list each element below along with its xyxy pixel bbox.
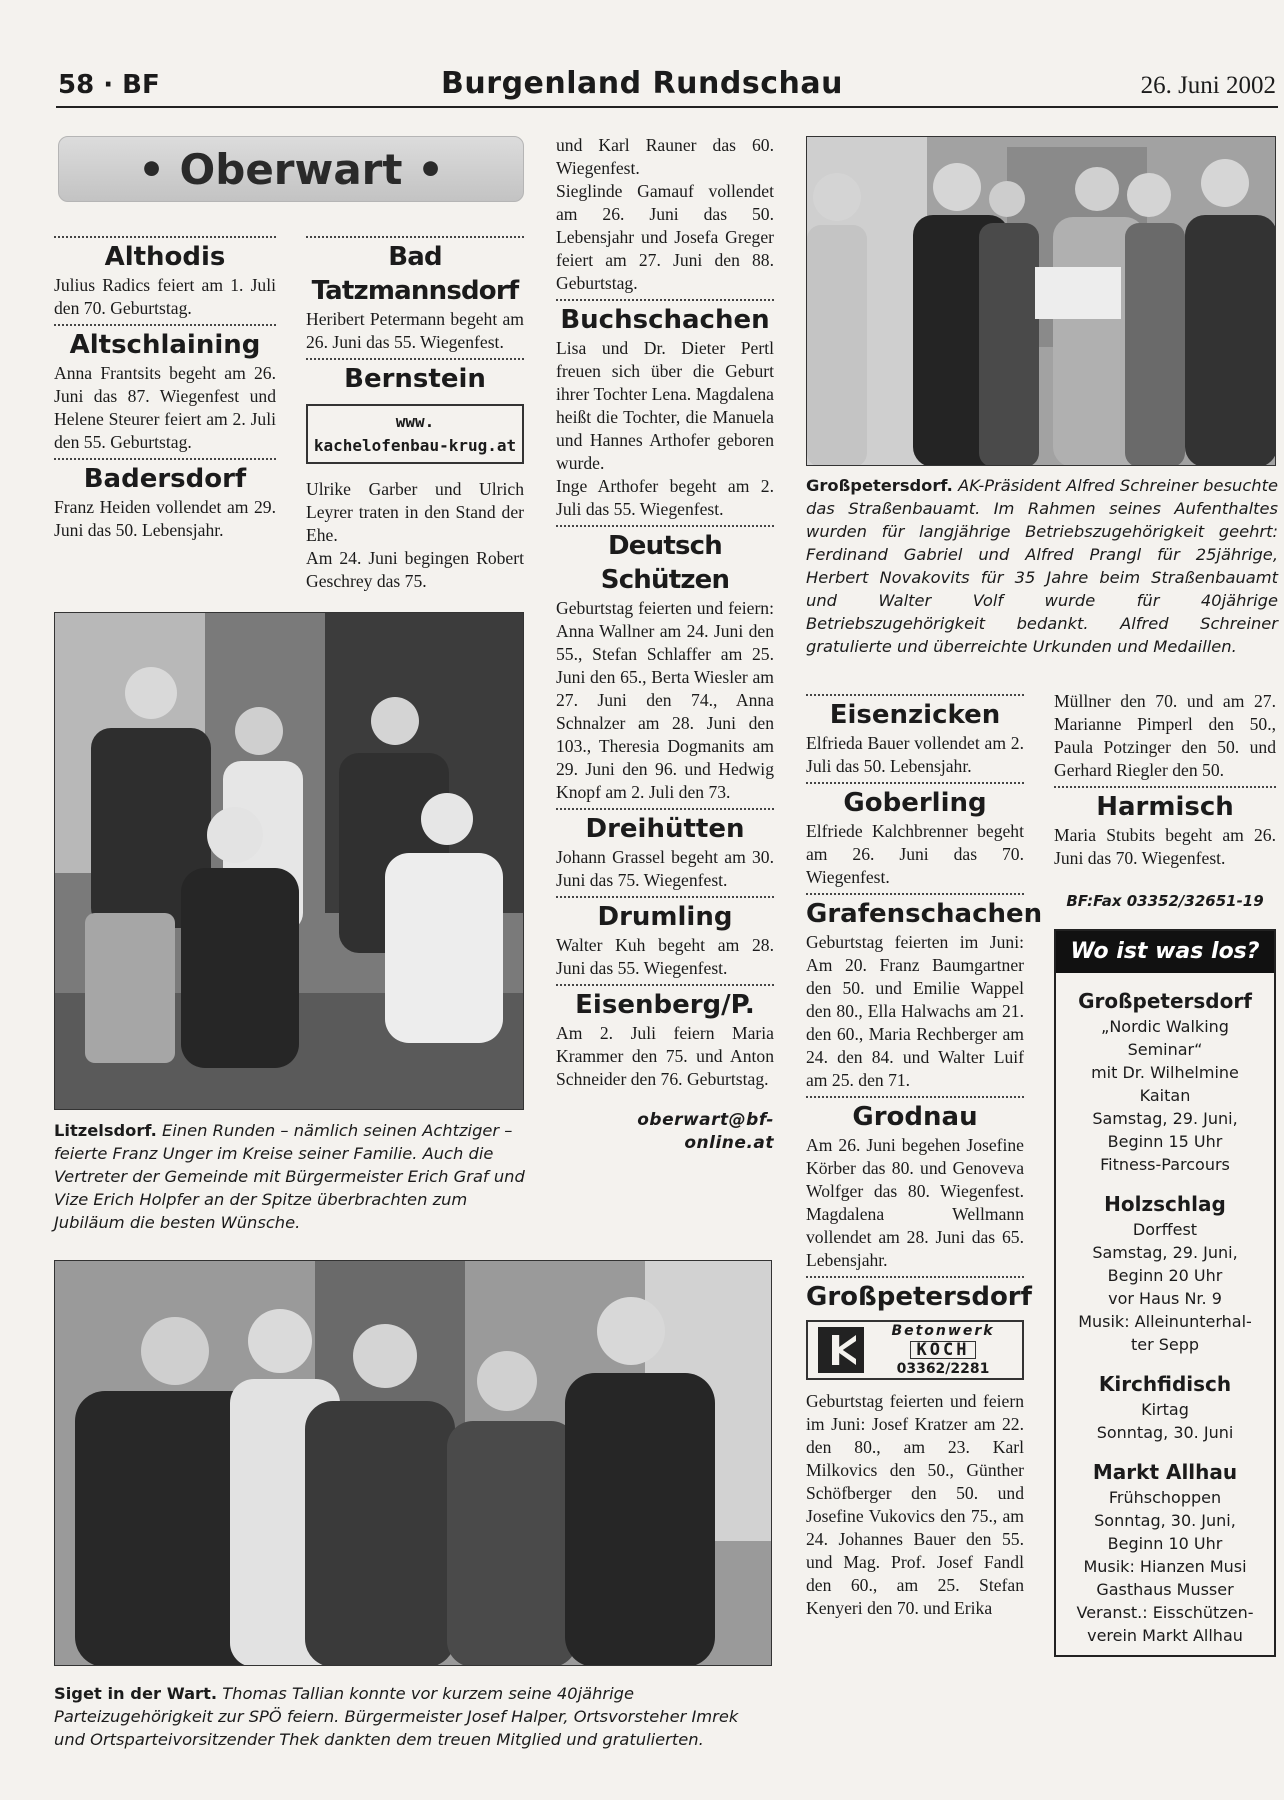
event-line: Fitness-Parcours xyxy=(1100,1155,1230,1174)
article-text: Heribert Petermann begeht am 26. Juni das 55. Wiegenfest. xyxy=(306,309,524,352)
koch-logo-icon xyxy=(818,1327,864,1373)
caption-place: Litzelsdorf. xyxy=(54,1121,157,1140)
dotted-divider xyxy=(556,525,774,527)
publication-date: 26. Juni 2002 xyxy=(1140,72,1276,99)
ad-line: kachelofenbau-krug.at xyxy=(313,436,517,455)
article-text: Geburtstag feierten und feiern: Anna Wallner am 24. Juni den 55., Stefan Schlaffer am 25. Juni den 65., Berta Wiesler am 27. Juni den 74., Anna Schnalzer am 28. Juni den 103., Theresia Dogmanits am 29. Juni den 96. und Hedwig Knopf am 2. Juli den 73. xyxy=(556,598,774,802)
section-banner-label: • Oberwart • xyxy=(138,144,444,194)
article-text: Anna Frantsits begeht am 26. Juni das 87. Wiegenfest und Helene Steurer feiert am 2. Juli den 55. Geburtstag. xyxy=(54,363,276,452)
section-banner xyxy=(58,136,524,202)
caption-text: Thomas Tallian konnte vor kurzem seine 40jährige Parteizugehörigkeit zur SPÖ feiern. Bürgermeister Josef Halper, Ortsvorsteher Imrek und Ortsparteivorsitzender Thek dankten dem treuen Mitglied und gratulierten. xyxy=(54,1684,739,1749)
caption-siget xyxy=(54,1682,774,1751)
event-item xyxy=(1056,987,1274,1176)
event-line: mit Dr. Wilhelmine xyxy=(1091,1063,1239,1082)
photo-grosspetersdorf-image xyxy=(807,137,1276,466)
advertisement-kachelofenbau xyxy=(306,404,524,464)
dotted-divider xyxy=(54,458,276,460)
dotted-divider xyxy=(806,1276,1024,1278)
column-4 xyxy=(806,690,1043,1620)
event-line: Dorffest xyxy=(1132,1220,1198,1239)
event-place: Kirchfidisch xyxy=(1098,1372,1232,1396)
event-line: vor Haus Nr. 9 xyxy=(1108,1289,1222,1308)
dotted-divider xyxy=(556,299,774,301)
event-line: Beginn 20 Uhr xyxy=(1107,1266,1223,1285)
event-line: Veranst.: Eisschützen- xyxy=(1076,1603,1254,1622)
article-text: Franz Heiden vollendet am 29. Juni das 50. Lebensjahr. xyxy=(54,497,276,540)
advertisement-betonwerk-koch xyxy=(806,1320,1024,1380)
photo-litzelsdorf-image xyxy=(55,613,524,1110)
place-heading: Goberling xyxy=(843,788,987,818)
caption-place: Großpetersdorf. xyxy=(806,476,953,495)
column-3 xyxy=(556,134,774,1155)
koch-ad-text xyxy=(864,1322,1022,1379)
event-item xyxy=(1056,1370,1274,1444)
dotted-divider xyxy=(806,694,1024,696)
caption-text: AK-Präsident Alfred Schreiner besuchte das Straßenbauamt. Im Rahmen seines Aufenthaltes wurden für langjährige Betriebszugehörigkeit geehrt: Ferdinand Gabriel und Alfred Prangl für 25jährige, Herbert Novakovits für 35 Jahre beim Straßenbauamt und Walter Volf wurde für 40jährige Betriebszugehörigkeit bedankt. Alfred Schreiner gratulierte und überreichte Urkunden und Medaillen. xyxy=(806,476,1278,656)
photo-litzelsdorf xyxy=(54,612,524,1110)
article-text: Inge Arthofer begeht am 2. Juli das 55. Wiegenfest. xyxy=(556,476,774,519)
article-text: Am 2. Juli feiern Maria Krammer den 75. und Anton Schneider den 76. Geburtstag. xyxy=(556,1023,774,1089)
event-place: Großpetersdorf xyxy=(1078,989,1252,1013)
event-line: Samstag, 29. Juni, xyxy=(1092,1243,1238,1262)
events-title: Wo ist was los? xyxy=(1056,931,1274,973)
event-line: Kirtag xyxy=(1141,1400,1189,1419)
place-heading: Eisenzicken xyxy=(829,700,1001,730)
ad-line: Betonwerk xyxy=(891,1322,995,1339)
dotted-divider xyxy=(806,1096,1024,1098)
place-heading: Deutsch Schützen xyxy=(600,531,730,595)
email-link[interactable]: oberwart@bf-online.at xyxy=(637,1110,774,1153)
event-place: Holzschlag xyxy=(1104,1192,1226,1216)
ad-line: www. xyxy=(395,412,435,431)
place-heading: Dreihütten xyxy=(585,814,745,844)
dotted-divider xyxy=(556,984,774,986)
article-text: Ulrike Garber und Ulrich Leyrer traten in den Stand der Ehe. xyxy=(306,479,524,545)
article-text: Geburtstag feierten im Juni: Am 20. Franz Baumgartner den 50. und Emilie Wappel den 80., Ella Halwachs am 21. den 60., Maria Rechberger am 24. den 84. und Walter Luif am 25. den 71. xyxy=(806,932,1024,1090)
article-text: Johann Grassel begeht am 30. Juni das 75. Wiegenfest. xyxy=(556,847,774,890)
place-heading: Großpetersdorf xyxy=(806,1282,1032,1312)
article-text: Maria Stubits begeht am 26. Juni das 70. Wiegenfest. xyxy=(1054,825,1276,868)
event-line: Beginn 15 Uhr xyxy=(1107,1132,1223,1151)
event-line: „Nordic Walking xyxy=(1101,1017,1229,1036)
event-line: ter Sepp xyxy=(1130,1335,1200,1354)
event-line: Sonntag, 30. Juni, xyxy=(1094,1511,1236,1530)
dotted-divider xyxy=(1054,786,1276,788)
event-item xyxy=(1056,1458,1274,1655)
article-text: Sieglinde Gamauf vollendet am 26. Juni das 50. Lebensjahr und Josefa Greger feiert am 27. Juni den 88. Geburtstag. xyxy=(556,181,774,293)
caption-litzelsdorf xyxy=(54,1119,528,1234)
place-heading: Altschlaining xyxy=(69,330,261,360)
dotted-divider xyxy=(806,782,1024,784)
photo-grosspetersdorf xyxy=(806,136,1276,466)
article-text: Elfriede Kalchbrenner begeht am 26. Juni das 70. Wiegenfest. xyxy=(806,821,1024,887)
dotted-divider xyxy=(306,358,524,360)
newspaper-title: Burgenland Rundschau xyxy=(441,66,843,101)
fax-number: BF:Fax 03352/32651-19 xyxy=(1066,892,1264,910)
event-line: Musik: Alleinunterhal- xyxy=(1078,1312,1252,1331)
ad-line: KOCH xyxy=(910,1341,977,1359)
photo-siget-image xyxy=(55,1261,772,1666)
place-heading: Badersdorf xyxy=(83,464,247,494)
article-text: Elfrieda Bauer vollendet am 2. Juli das 50. Lebensjahr. xyxy=(806,733,1024,776)
place-heading: Grafenschachen xyxy=(806,899,1043,929)
article-text: Walter Kuh begeht am 28. Juni das 55. Wiegenfest. xyxy=(556,935,774,978)
event-line: Kaitan xyxy=(1139,1086,1191,1105)
dotted-divider xyxy=(54,236,276,238)
place-heading: Harmisch xyxy=(1096,792,1234,822)
event-line: Musik: Hianzen Musi xyxy=(1083,1557,1247,1576)
events-box xyxy=(1054,929,1276,1657)
event-place: Markt Allhau xyxy=(1092,1460,1238,1484)
event-line: Samstag, 29. Juni, xyxy=(1092,1109,1238,1128)
place-heading: Buchschachen xyxy=(560,305,770,335)
dotted-divider xyxy=(806,893,1024,895)
place-heading: Eisenberg/P. xyxy=(575,990,755,1020)
caption-text: Einen Runden – nämlich seinen Achtziger – feierte Franz Unger im Kreise seiner Familie. Auch die Vertreter der Gemeinde mit Bürgermeister Erich Graf und Vize Erich Holpfer an der Spitze überbrachten zum Jubiläum die besten Wünsche. xyxy=(54,1121,525,1232)
dotted-divider xyxy=(556,808,774,810)
event-line: Sonntag, 30. Juni xyxy=(1096,1423,1234,1442)
article-text: Müllner den 70. und am 27. Marianne Pimperl den 50., Paula Potzinger den 50. und Gerhard Riegler den 50. xyxy=(1054,691,1276,780)
place-heading: Grodnau xyxy=(852,1102,978,1132)
event-item xyxy=(1056,1190,1274,1356)
place-heading: Bernstein xyxy=(344,364,486,394)
article-text: Am 26. Juni begehen Josefine Körber das 80. und Genoveva Wolfger das 80. Wiegenfest. Magdalena Wellmann vollendet am 28. Juni das 65. Lebensjahr. xyxy=(806,1135,1024,1270)
place-heading: Bad Tatzmannsdorf xyxy=(311,242,519,306)
page-number: 58 · BF xyxy=(58,70,160,100)
article-text: Julius Radics feiert am 1. Juli den 70. Geburtstag. xyxy=(54,275,276,318)
ad-line: 03362/2281 xyxy=(896,1360,990,1377)
event-line: Seminar“ xyxy=(1127,1040,1203,1059)
event-line: Beginn 10 Uhr xyxy=(1107,1534,1223,1553)
column-5 xyxy=(1054,690,1276,1657)
event-line: Gasthaus Musser xyxy=(1096,1580,1234,1599)
column-1 xyxy=(54,232,276,542)
article-text: und Karl Rauner das 60. Wiegenfest. xyxy=(556,135,774,178)
dotted-divider xyxy=(54,324,276,326)
article-text: Geburtstag feierten und feiern im Juni: Josef Kratzer am 22. den 80., am 23. Karl Milkovics den 50., Günther Schöfberger den 50. und Josefine Vukovics den 75., am 24. Johannes Bauer den 55. und Mag. Prof. Josef Fandl den 60., am 25. Stefan Kenyeri den 70. und Erika xyxy=(806,1391,1024,1618)
header-rule xyxy=(56,106,1278,108)
caption-place: Siget in der Wart. xyxy=(54,1684,218,1703)
article-text: Lisa und Dr. Dieter Pertl freuen sich über die Geburt ihrer Tochter Lena. Magdalena heißt die Tochter, die Manuela und Hannes Arthofer geboren wurde. xyxy=(556,338,774,473)
dotted-divider xyxy=(306,236,524,238)
photo-siget xyxy=(54,1260,772,1666)
column-2 xyxy=(306,232,524,593)
event-line: Frühschoppen xyxy=(1108,1488,1222,1507)
place-heading: Drumling xyxy=(597,902,733,932)
place-heading: Althodis xyxy=(104,242,226,272)
dotted-divider xyxy=(556,896,774,898)
article-text: Am 24. Juni begingen Robert Geschrey das 75. xyxy=(306,548,524,591)
event-line: verein Markt Allhau xyxy=(1087,1626,1243,1645)
caption-grosspetersdorf xyxy=(806,474,1278,658)
